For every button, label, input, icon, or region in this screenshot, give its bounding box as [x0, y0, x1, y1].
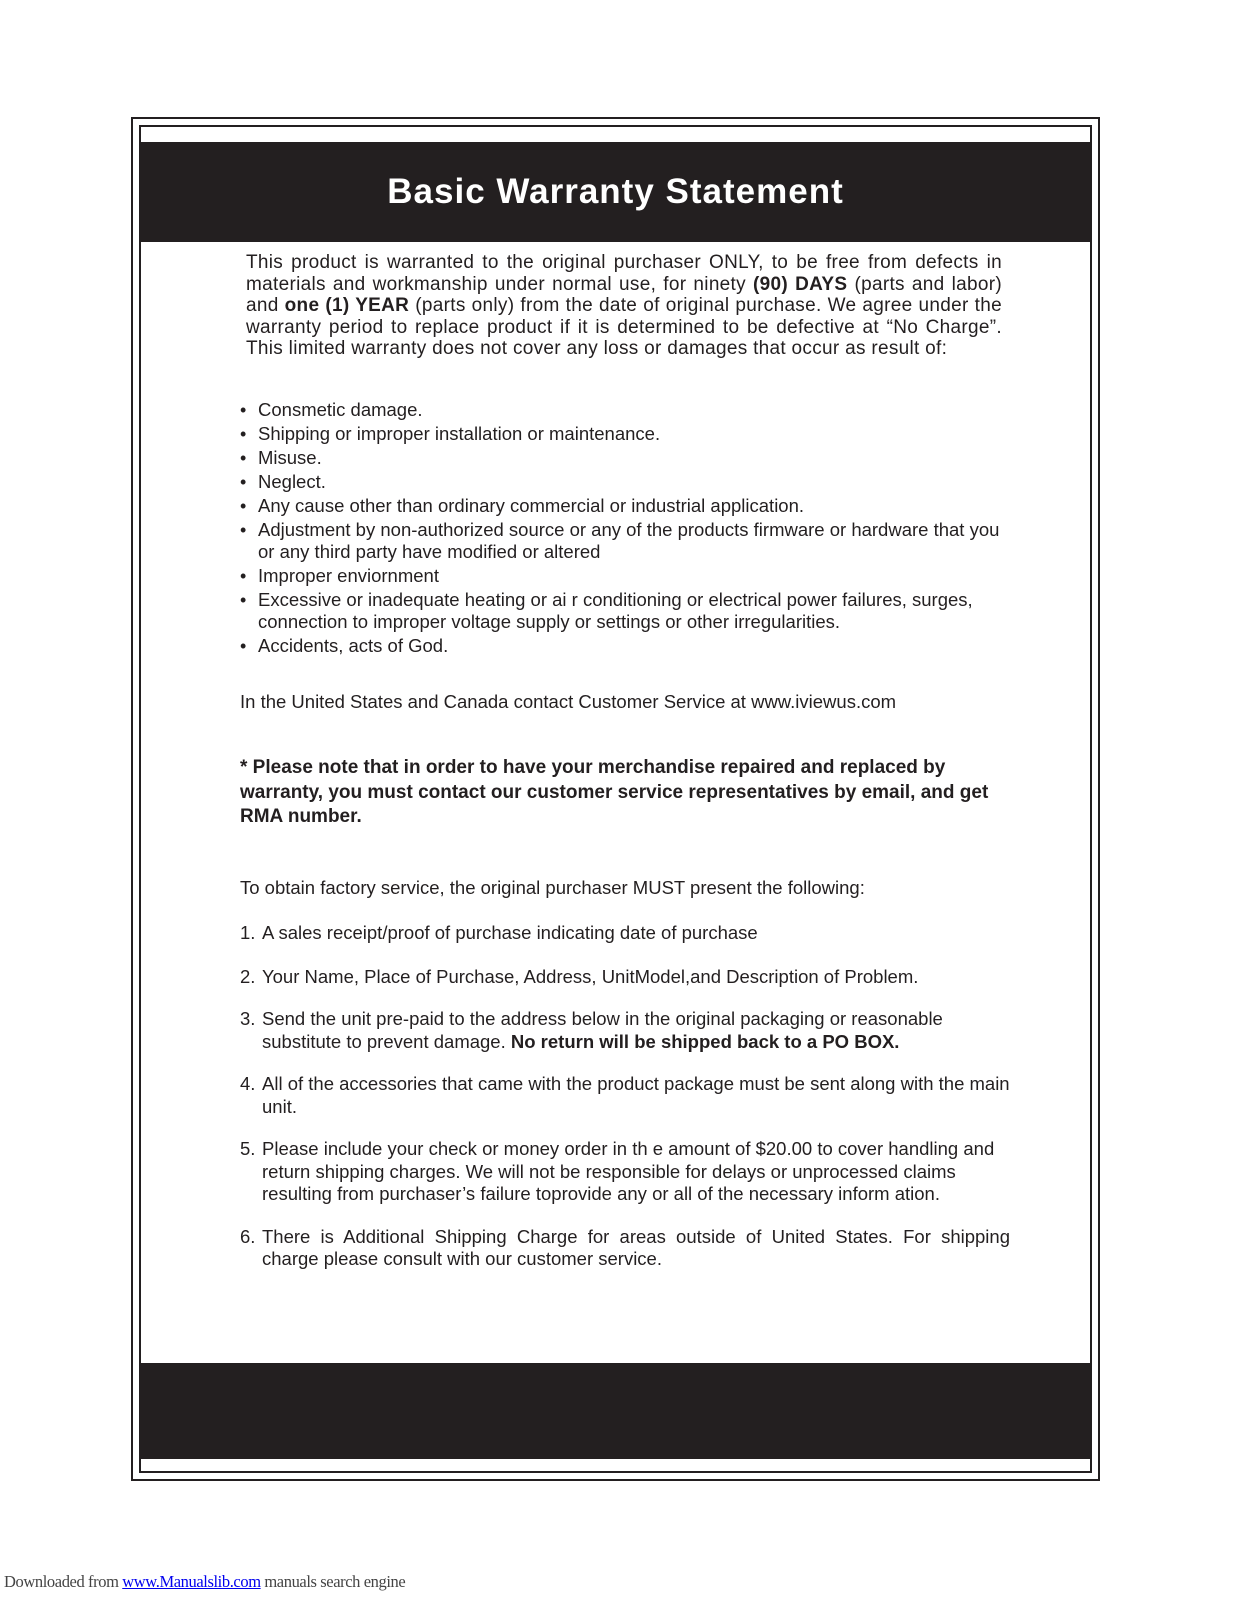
step-number: 3. [240, 1008, 256, 1029]
obtain-service-line: To obtain factory service, the original purchaser MUST present the following: [240, 877, 865, 898]
step-number: 2. [240, 965, 256, 987]
intro-text-3: (parts only) from the date of original purchase. We agree under the warranty period to replace product if it is determined to be defective at “No Charge”. This limited warranty does not cover any loss or damages that occur as result of: [246, 295, 1002, 360]
step-text: A sales receipt/proof of purchase indicating date of purchase [262, 922, 758, 943]
list-item [240, 922, 1010, 945]
step-text: Send the unit pre-paid to the address below in the original packaging or reasonable substitute to prevent damage. [262, 1008, 943, 1052]
list-item [240, 1073, 1010, 1118]
contact-line: In the United States and Canada contact Customer Service at www.iviewus.com [240, 691, 897, 712]
step-number: 4. [240, 1073, 256, 1094]
list-item: • Shipping or improper installation or maintenance. [240, 423, 1010, 445]
page-title: Basic Warranty Statement [387, 172, 844, 211]
intro-bold-90-days: (90) DAYS [753, 273, 848, 295]
manualslib-link[interactable]: www.Manualslib.com [122, 1572, 261, 1591]
download-footer [4, 1572, 405, 1592]
step-text: All of the accessories that came with the product package must be sent along with the main unit. [262, 1073, 1010, 1117]
list-item: • Any cause other than ordinary commercial or industrial application. [240, 495, 1010, 517]
intro-bold-one-year: one (1) YEAR [284, 295, 410, 317]
list-item: • Accidents, acts of God. [240, 635, 1010, 657]
exclusions-list [240, 399, 1010, 659]
footer-band [141, 1363, 1090, 1459]
list-item [240, 1008, 1010, 1053]
step-text: Please include your check or money order in th e amount of $20.00 to cover handling and return shipping charges. We will not be responsible for delays or unprocessed claims resulting from purchaser’s failure toprovide any or all of the necessary inform ation. [262, 1138, 995, 1204]
list-item: • Improper enviornment [240, 565, 1010, 587]
footer-prefix: Downloaded from [4, 1572, 123, 1591]
intro-text-2: (parts and labor) and [246, 273, 1002, 317]
list-item: • Misuse. [240, 447, 1010, 469]
step-text: There is Additional Shipping Charge for areas outside of United States. For shipping charge please consult with our customer service. [262, 1225, 1010, 1269]
list-item [240, 966, 1010, 989]
footer-suffix: manuals search engine [260, 1572, 406, 1591]
step-text: Your Name, Place of Purchase, Address, UnitModel,and Description of Problem. [262, 965, 919, 987]
warranty-intro [246, 252, 1002, 360]
requirements-list [240, 922, 1010, 1271]
list-item [240, 1226, 1010, 1271]
step-bold-text: No return will be shipped back to a PO BOX. [510, 1030, 900, 1052]
intro-text-1: This product is warranted to the original purchaser ONLY, to be free from defects in materials and workmanship under normal use, for ninety [246, 252, 1002, 295]
rma-note: * Please note that in order to have your merchandise repaired and replaced by warranty, you must contact our customer service representatives by email, and get RMA number. [240, 757, 989, 827]
list-item: • Consmetic damage. [240, 399, 1010, 421]
step-number: 6. [240, 1225, 256, 1247]
list-item [240, 1138, 1010, 1206]
step-number: 5. [240, 1138, 256, 1159]
list-item: • Adjustment by non-authorized source or any of the products firmware or hardware that you or any third party have modified or altered [240, 519, 1010, 563]
list-item: • Excessive or inadequate heating or ai r conditioning or electrical power failures, surges, connection to improper voltage supply or settings or other irregularities. [240, 589, 1010, 633]
step-number: 1. [240, 922, 256, 943]
list-item: • Neglect. [240, 471, 1010, 493]
